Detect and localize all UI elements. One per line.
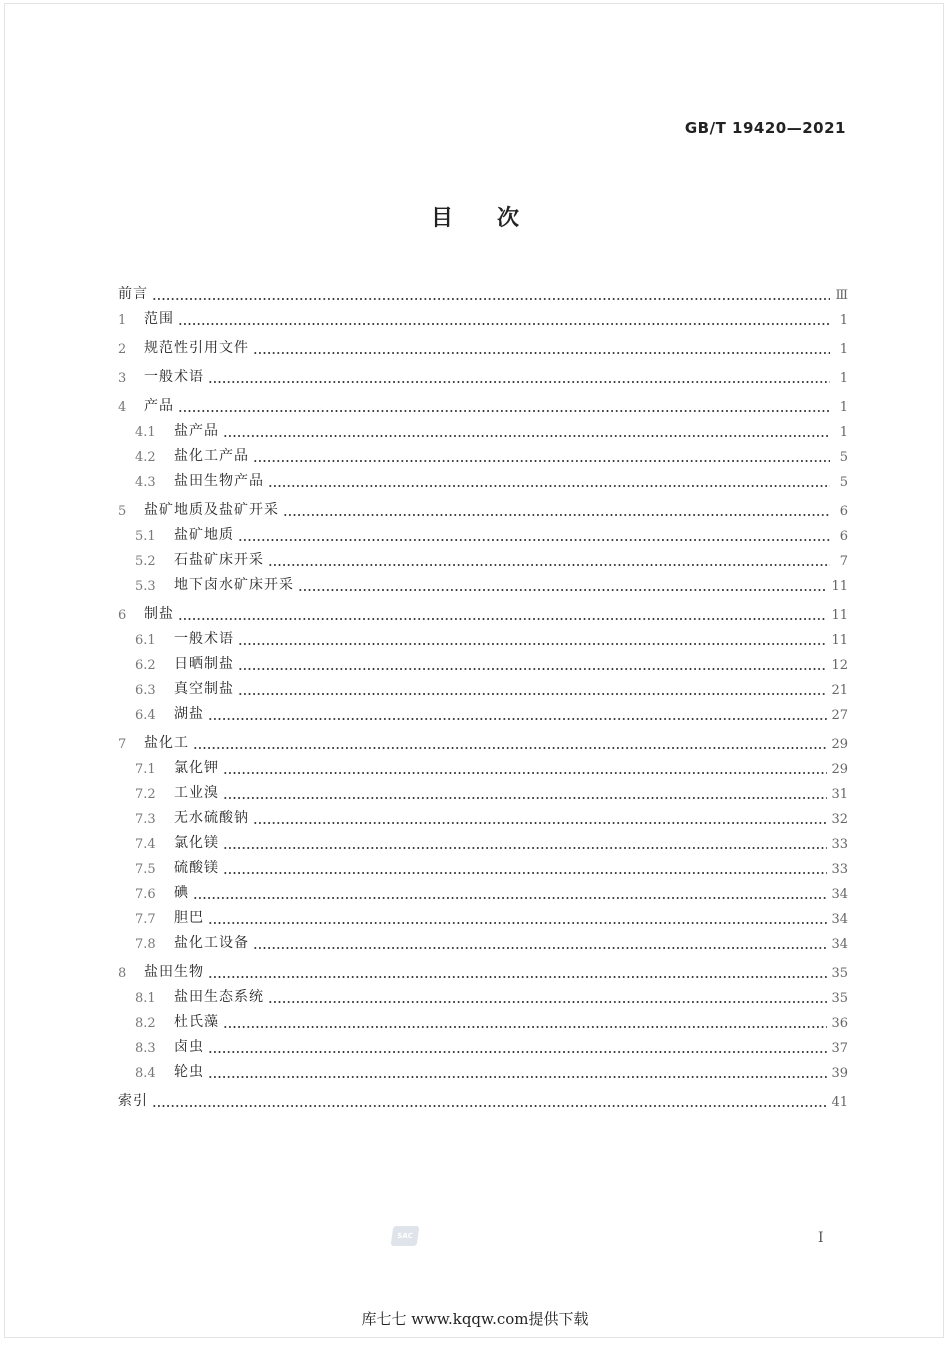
toc-entry-number: 6 [118,608,127,623]
toc-entry-page: 6 [839,529,848,544]
toc-dot-leader [208,1072,827,1078]
toc-entry[interactable] [118,440,848,465]
toc-entry-label: 氯化钾 [174,760,219,776]
standard-code: GB/T 19420—2021 [684,119,846,137]
toc-entry[interactable] [118,752,848,777]
toc-entry-page: 33 [831,862,848,877]
toc-entry-number: 4.3 [135,475,156,490]
toc-entry-number: 5 [118,504,127,519]
toc-dot-leader [253,456,830,462]
toc-entry-number: 7.8 [135,937,156,952]
toc-entry[interactable] [118,956,848,981]
toc-entry-page: 7 [839,554,848,569]
toc-entry-label: 胆巴 [174,910,204,926]
toc-entry-number: 6.4 [135,708,156,723]
toc-dot-leader [238,664,827,670]
toc-entry-number: 5.1 [135,529,156,544]
toc-dot-leader [208,714,827,720]
toc-entry[interactable] [118,361,848,386]
toc-entry-number: 8.2 [135,1016,156,1031]
toc-entry-page: 39 [831,1066,848,1081]
toc-entry-label: 轮虫 [174,1064,204,1080]
toc-entry[interactable] [118,777,848,802]
toc-entry-label: 真空制盐 [174,681,234,697]
toc-entry-page: 11 [831,608,848,623]
toc-dot-leader [193,893,827,899]
toc-entry-page: 37 [831,1041,848,1056]
toc-entry[interactable] [118,981,848,1006]
toc-entry-page: 36 [831,1016,848,1031]
toc-entry-page: 1 [839,342,848,357]
toc-entry-label: 卤虫 [174,1039,204,1055]
toc-entry-page: 1 [839,400,848,415]
toc-entry-label: 盐矿地质 [174,527,234,543]
toc-entry-label: 制盐 [144,606,174,622]
toc-entry-label: 一般术语 [174,631,234,647]
toc-dot-leader [298,585,827,591]
toc-entry-label: 盐化工 [144,735,189,751]
toc-entry[interactable] [118,544,848,569]
toc-dot-leader [268,481,830,487]
toc-dot-leader [268,997,827,1003]
toc-entry-page: 5 [839,475,848,490]
toc-entry-page: 1 [839,313,848,328]
toc-entry[interactable] [118,623,848,648]
toc-entry-label: 盐矿地质及盐矿开采 [144,502,279,518]
toc-entry-label: 规范性引用文件 [144,340,249,356]
toc-dot-leader [208,377,830,383]
toc-entry-page: 35 [831,966,848,981]
toc-entry-page: Ⅲ [835,288,848,303]
toc-entry[interactable] [118,390,848,415]
toc-entry-number: 8 [118,966,127,981]
toc-dot-leader [238,639,827,645]
toc-dot-leader [268,560,830,566]
toc-dot-leader [223,793,827,799]
toc-entry-number: 8.1 [135,991,156,1006]
toc-dot-leader [223,843,827,849]
toc-entry-number: 8.3 [135,1041,156,1056]
toc-entry[interactable] [118,698,848,723]
toc-entry-label: 盐田生态系统 [174,989,264,1005]
toc-entry[interactable] [118,902,848,927]
toc-entry[interactable] [118,673,848,698]
toc-entry-number: 8.4 [135,1066,156,1081]
toc-entry-label: 石盐矿床开采 [174,552,264,568]
toc-entry[interactable] [118,877,848,902]
toc-entry[interactable] [118,598,848,623]
toc-entry-page: 31 [831,787,848,802]
toc-entry[interactable] [118,648,848,673]
toc-entry-label: 盐田生物 [144,964,204,980]
toc-entry-number: 5.2 [135,554,156,569]
toc-entry-page: 6 [839,504,848,519]
toc-dot-leader [208,1047,827,1053]
toc-entry-page: 34 [831,887,848,902]
toc-entry[interactable] [118,802,848,827]
toc-entry-label: 地下卤水矿床开采 [174,577,294,593]
toc-entry[interactable] [118,1056,848,1081]
toc-entry-number: 5.3 [135,579,156,594]
toc-entry-label: 盐化工设备 [174,935,249,951]
toc-entry-number: 7.3 [135,812,156,827]
toc-entry-page: 35 [831,991,848,1006]
toc-dot-leader [208,918,827,924]
toc-dot-leader [223,868,827,874]
toc-dot-leader [178,319,830,325]
toc-entry[interactable] [118,569,848,594]
toc-entry[interactable] [118,1085,848,1110]
toc-entry[interactable] [118,303,848,328]
toc-dot-leader [253,348,830,354]
toc-dot-leader [178,614,827,620]
toc-entry-number: 7 [118,737,127,752]
toc-entry-number: 7.5 [135,862,156,877]
toc-entry[interactable] [118,927,848,952]
toc-entry-label: 盐化工产品 [174,448,249,464]
toc-entry-label: 无水硫酸钠 [174,810,249,826]
toc-entry[interactable] [118,415,848,440]
toc-entry-label: 盐产品 [174,423,219,439]
toc-entry-page: 11 [831,579,848,594]
toc-dot-leader [193,743,827,749]
toc-entry[interactable] [118,1031,848,1056]
toc-entry-number: 6.3 [135,683,156,698]
toc-entry-label: 氯化镁 [174,835,219,851]
toc-dot-leader [253,943,827,949]
toc-entry-number: 7.1 [135,762,156,777]
footer-download-note: 库七七 www.kqqw.com提供下载 [361,1310,589,1328]
toc-entry-label: 一般术语 [144,369,204,385]
toc-entry-label: 硫酸镁 [174,860,219,876]
toc-entry-page: 41 [831,1095,848,1110]
toc-entry-page: 1 [839,371,848,386]
toc-entry-number: 1 [118,313,127,328]
toc-entry-page: 29 [831,737,848,752]
toc-entry-number: 7.2 [135,787,156,802]
toc-entry-page: 34 [831,937,848,952]
toc-dot-leader [223,1022,827,1028]
toc-entry-page: 11 [831,633,848,648]
toc-entry-number: 7.4 [135,837,156,852]
toc-entry-number: 4 [118,400,127,415]
toc-entry-label: 索引 [118,1093,148,1109]
toc-entry-number: 7.6 [135,887,156,902]
toc-entry-label: 工业溴 [174,785,219,801]
toc-entry[interactable] [118,519,848,544]
toc-entry-page: 29 [831,762,848,777]
toc-dot-leader [152,294,830,300]
table-of-contents [118,278,848,1110]
toc-entry-number: 3 [118,371,127,386]
toc-entry-number: 4.2 [135,450,156,465]
toc-entry-page: 1 [839,425,848,440]
toc-entry[interactable] [118,727,848,752]
toc-entry-page: 34 [831,912,848,927]
toc-entry-number: 6.1 [135,633,156,648]
toc-dot-leader [283,510,830,516]
toc-entry[interactable] [118,278,848,303]
toc-entry-page: 5 [839,450,848,465]
toc-entry-number: 6.2 [135,658,156,673]
toc-entry-label: 碘 [174,885,189,901]
toc-entry-page: 32 [831,812,848,827]
toc-entry-label: 产品 [144,398,174,414]
toc-entry[interactable] [118,465,848,490]
toc-dot-leader [178,406,830,412]
toc-dot-leader [208,972,827,978]
toc-entry-page: 21 [831,683,848,698]
toc-entry[interactable] [118,494,848,519]
toc-entry-label: 湖盐 [174,706,204,722]
toc-dot-leader [223,431,830,437]
toc-entry-label: 日晒制盐 [174,656,234,672]
toc-entry[interactable] [118,1006,848,1031]
publisher-logo: SAC [391,1226,420,1246]
toc-dot-leader [238,535,830,541]
toc-entry[interactable] [118,827,848,852]
toc-entry-label: 前言 [118,286,148,302]
toc-dot-leader [253,818,827,824]
toc-entry[interactable] [118,852,848,877]
toc-entry-label: 盐田生物产品 [174,473,264,489]
toc-entry-label: 杜氏藻 [174,1014,219,1030]
toc-entry-number: 7.7 [135,912,156,927]
toc-dot-leader [223,768,827,774]
toc-entry-page: 33 [831,837,848,852]
toc-entry-number: 2 [118,342,127,357]
toc-entry-label: 范围 [144,311,174,327]
toc-entry-page: 12 [831,658,848,673]
toc-entry-number: 4.1 [135,425,156,440]
toc-entry-page: 27 [831,708,848,723]
toc-dot-leader [238,689,827,695]
toc-entry[interactable] [118,332,848,357]
toc-title: 目次 [430,206,563,231]
page-number: I [818,1230,824,1246]
toc-dot-leader [152,1101,827,1107]
